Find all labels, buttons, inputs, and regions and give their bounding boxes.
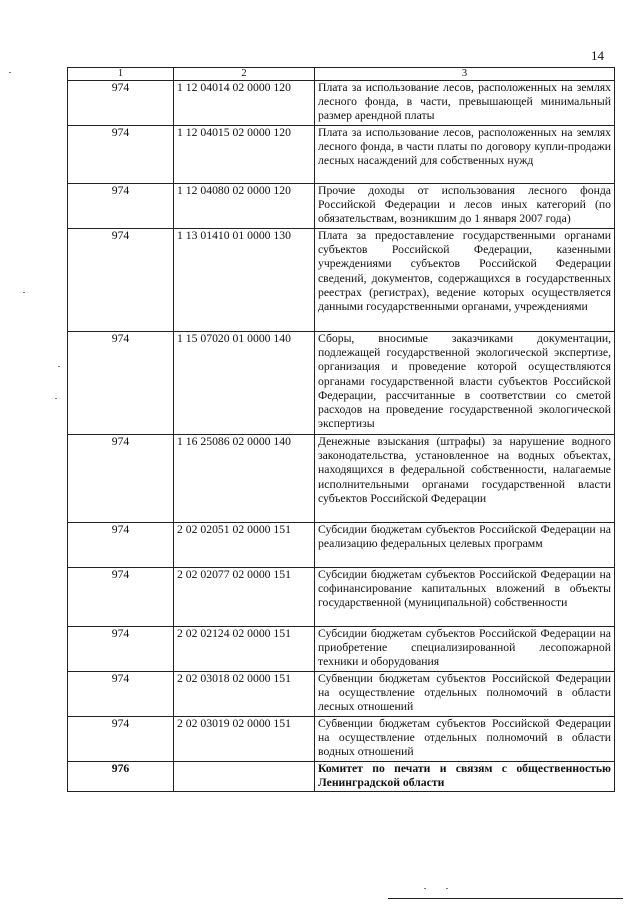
revenue-code-cell: 2 02 02051 02 0000 151 bbox=[174, 523, 315, 568]
revenue-code-cell: 2 02 02124 02 0000 151 bbox=[174, 627, 315, 672]
revenue-name-cell: Плата за использование лесов, расположенных на землях лесного фонда, в части платы по договору купли-продажи лесных насаждений для собственных нужд bbox=[315, 126, 615, 184]
scan-speck bbox=[58, 366, 60, 367]
table-row bbox=[68, 81, 615, 126]
table-row bbox=[68, 672, 615, 717]
scan-speck bbox=[23, 292, 25, 293]
table-row bbox=[68, 126, 615, 184]
revenue-name-cell: Плата за предоставление государственными органами субъектов Российской Федерации, казенными учреждениями субъектов Российской Федерации сведений, документов, содержащихся в государственных реестрах (регистрах), ведение которых осуществляется данными государственными органами, учреждениями bbox=[315, 229, 615, 332]
admin-code-cell: 974 bbox=[68, 627, 174, 672]
revenue-code-cell: 1 16 25086 02 0000 140 bbox=[174, 435, 315, 523]
admin-code-cell: 974 bbox=[68, 435, 174, 523]
revenue-code-cell: 2 02 02077 02 0000 151 bbox=[174, 568, 315, 627]
table-row bbox=[68, 332, 615, 435]
table-row bbox=[68, 627, 615, 672]
column-header-3: 3 bbox=[315, 68, 615, 81]
column-header-1: 1 bbox=[68, 68, 174, 81]
revenue-code-cell: 1 12 04080 02 0000 120 bbox=[174, 184, 315, 229]
table-row bbox=[68, 717, 615, 762]
revenue-code-cell: 1 12 04015 02 0000 120 bbox=[174, 126, 315, 184]
revenue-name-cell: Комитет по печати и связям с общественностью Ленинградской области bbox=[315, 762, 615, 792]
revenue-name-cell: Денежные взыскания (штрафы) за нарушение водного законодательства, установленное на водных объектах, находящихся в федеральной собственности, налагаемые исполнительными органами государственной власти субъектов Российской Федерации bbox=[315, 435, 615, 523]
admin-code-cell: 974 bbox=[68, 81, 174, 126]
scan-speck bbox=[55, 398, 57, 399]
admin-code-cell: 976 bbox=[68, 762, 174, 792]
revenue-name-cell: Субвенции бюджетам субъектов Российской Федерации на осуществление отдельных полномочий в области водных отношений bbox=[315, 717, 615, 762]
table-row bbox=[68, 435, 615, 523]
revenue-code-cell: 2 02 03018 02 0000 151 bbox=[174, 672, 315, 717]
column-header-2: 2 bbox=[174, 68, 315, 81]
revenue-name-cell: Плата за использование лесов, расположенных на землях лесного фонда, в части, превышающей минимальный размер арендной платы bbox=[315, 81, 615, 126]
table-header-row bbox=[68, 68, 615, 81]
revenue-code-cell: 1 15 07020 01 0000 140 bbox=[174, 332, 315, 435]
admin-code-cell: 974 bbox=[68, 332, 174, 435]
admin-code-cell: 974 bbox=[68, 184, 174, 229]
table-row bbox=[68, 762, 615, 792]
revenue-code-cell: 1 12 04014 02 0000 120 bbox=[174, 81, 315, 126]
revenue-name-cell: Прочие доходы от использования лесного фонда Российской Федерации и лесов иных категорий (по обязательствам, возникшим до 1 января 2007 года) bbox=[315, 184, 615, 229]
revenue-code-cell bbox=[174, 762, 315, 792]
admin-code-cell: 974 bbox=[68, 126, 174, 184]
revenue-code-cell: 2 02 03019 02 0000 151 bbox=[174, 717, 315, 762]
table-row bbox=[68, 229, 615, 332]
admin-code-cell: 974 bbox=[68, 717, 174, 762]
revenue-code-cell: 1 13 01410 01 0000 130 bbox=[174, 229, 315, 332]
revenue-name-cell: Сборы, вносимые заказчиками документации, подлежащей государственной экологической экспертизе, организация и проведение которой осуществляются органами государственной власти субъектов Российской Федерации, рассчитанные в соответствии со сметой расходов на проведение государственной экологической экспертизы bbox=[315, 332, 615, 435]
admin-code-cell: 974 bbox=[68, 672, 174, 717]
page-number: 14 bbox=[591, 48, 604, 63]
revenue-name-cell: Субсидии бюджетам субъектов Российской Федерации на софинансирование капитальных вложений в объекты государственной (муниципальной) собственности bbox=[315, 568, 615, 627]
table-row bbox=[68, 523, 615, 568]
revenue-name-cell: Субсидии бюджетам субъектов Российской Федерации на приобретение специализированной лесопожарной техники и оборудования bbox=[315, 627, 615, 672]
revenue-codes-table bbox=[67, 67, 615, 792]
admin-code-cell: 974 bbox=[68, 568, 174, 627]
scan-speck bbox=[424, 888, 426, 889]
admin-code-cell: 974 bbox=[68, 229, 174, 332]
admin-code-cell: 974 bbox=[68, 523, 174, 568]
table-row bbox=[68, 568, 615, 627]
revenue-name-cell: Субвенции бюджетам субъектов Российской Федерации на осуществление отдельных полномочий в области лесных отношений bbox=[315, 672, 615, 717]
footer-rule bbox=[388, 898, 623, 899]
table-row bbox=[68, 184, 615, 229]
revenue-name-cell: Субсидии бюджетам субъектов Российской Федерации на реализацию федеральных целевых программ bbox=[315, 523, 615, 568]
scan-speck bbox=[9, 72, 11, 73]
scan-speck bbox=[446, 888, 448, 889]
